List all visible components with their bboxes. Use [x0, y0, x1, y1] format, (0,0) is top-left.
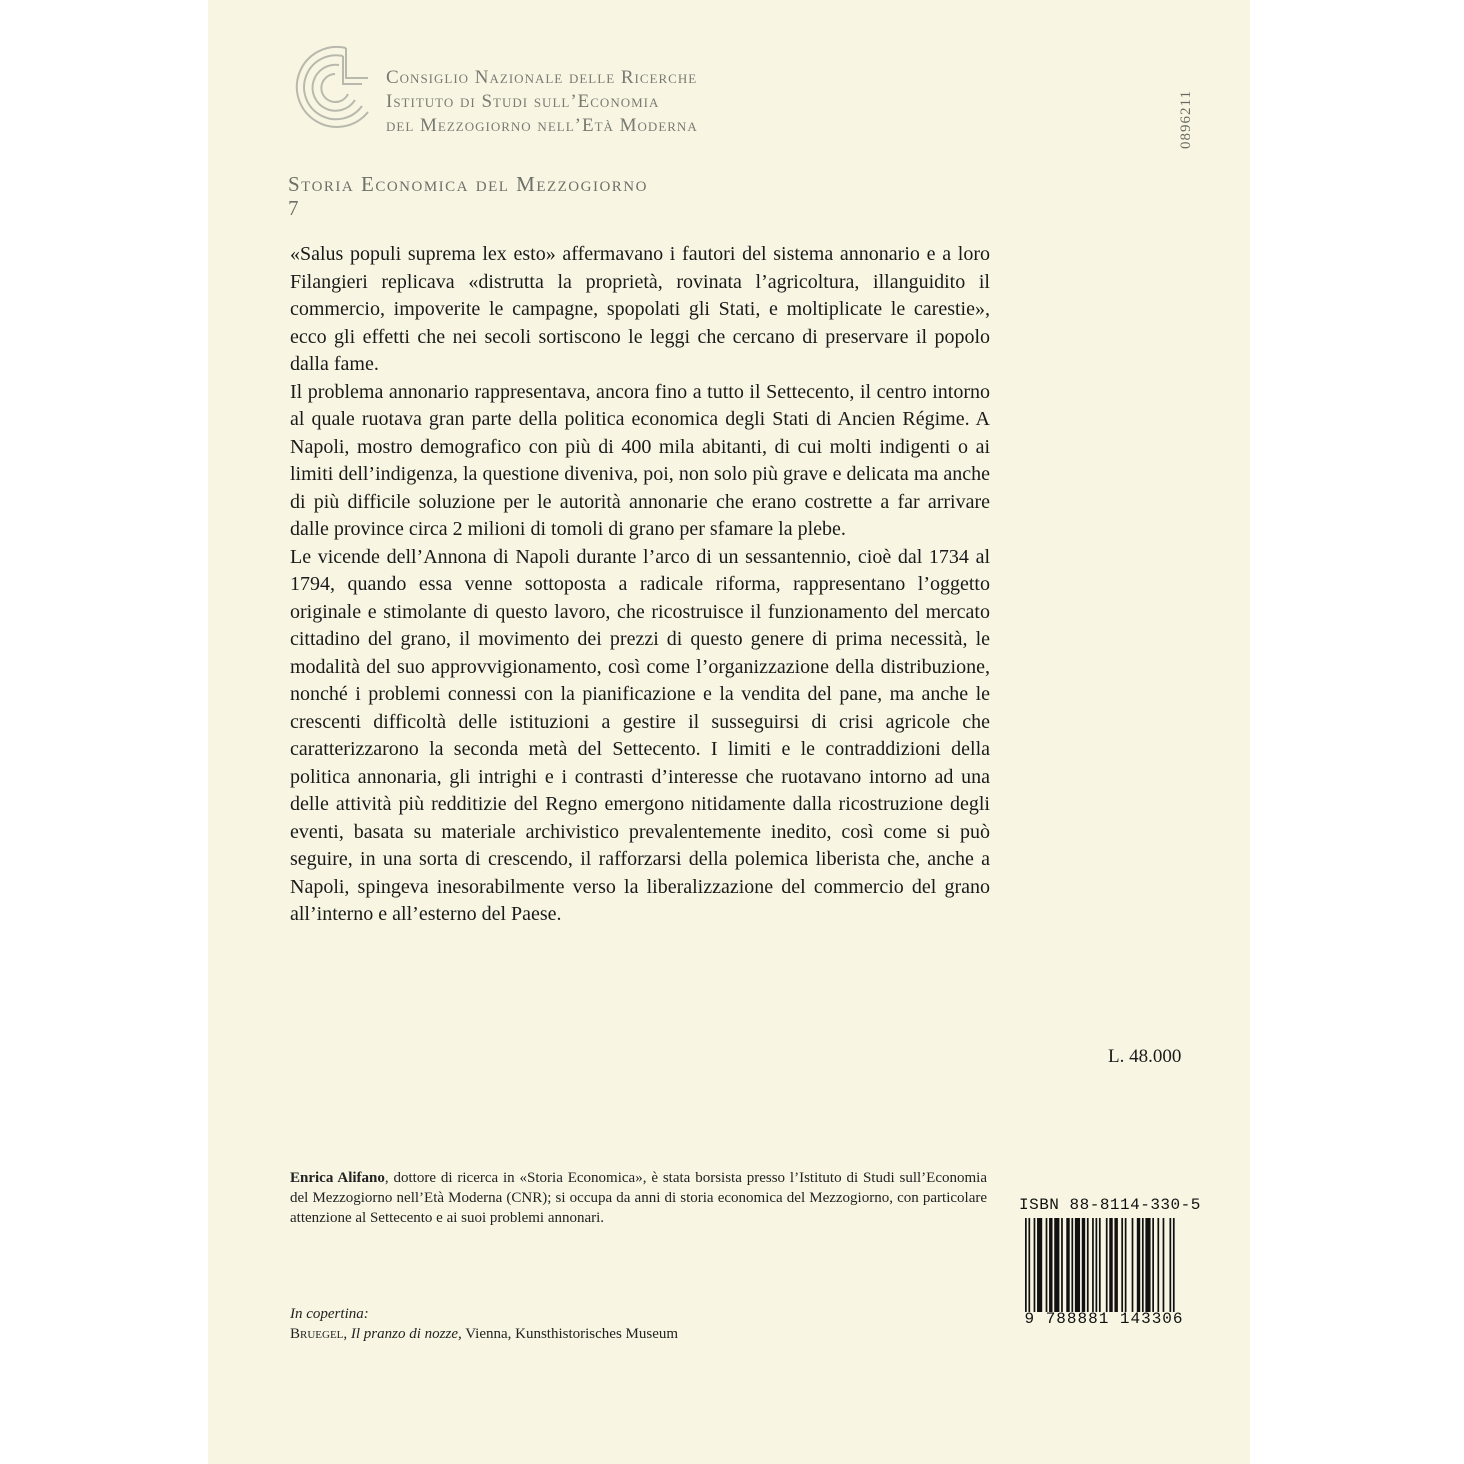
barcode-bar	[1075, 1218, 1080, 1312]
barcode-bar	[1099, 1218, 1101, 1312]
barcode-bar	[1046, 1218, 1048, 1312]
author-bio	[290, 1168, 987, 1228]
institution-line: del Mezzogiorno nell’Età Moderna	[386, 115, 698, 136]
blurb-paragraph: «Salus populi suprema lex esto» affermavano i fautori del sistema annonario e a loro Filangieri replicava «distrutta la proprietà, rovinata l’agricoltura, illanguidito il commercio, impoverite le campagne, spopolati gli Stati, e moltiplicate le carestie», ecco gli effetti che nei secoli sortiscono le leggi che cercano di preservare il popolo dalla fame.	[290, 243, 990, 375]
barcode-bar	[1028, 1218, 1030, 1312]
separator: ,	[343, 1326, 351, 1342]
artwork-location: , Vienna, Kunsthistorisches Museum	[457, 1326, 679, 1342]
blurb-paragraph: Il problema annonario rappresentava, ancora fino a tutto il Settecento, il centro intorno al quale ruotava gran parte della politica economica degli Stati di Ancien Régime. A Napoli, mostro demografico con più di 400 mila abitanti, di cui molti indigenti o ai limiti dell’indigenza, la questione diveniva, poi, non solo più grave e delicata ma anche di più difficile soluzione per le autorità annonarie che erano costrette a far arrivare dalle province circa 2 milioni di tomoli di grano per sfamare la plebe.	[290, 380, 990, 540]
blurb	[290, 241, 990, 929]
barcode-bar	[1109, 1218, 1112, 1312]
author-name: Enrica Alifano	[290, 1170, 385, 1186]
barcode-bar	[1034, 1218, 1036, 1312]
catalog-number	[1171, 70, 1199, 150]
cover-credit	[290, 1304, 678, 1344]
barcode-bar	[1025, 1218, 1027, 1312]
barcode-bar	[1125, 1218, 1127, 1312]
barcode-bar	[1137, 1218, 1140, 1312]
barcode-bar	[1066, 1218, 1069, 1312]
barcode-bar	[1145, 1218, 1150, 1312]
barcode-bar	[1132, 1218, 1134, 1312]
barcode-bar	[1071, 1218, 1073, 1312]
series-number: 7	[288, 196, 300, 220]
barcode-bar	[1049, 1218, 1052, 1312]
barcode-bar	[1157, 1218, 1159, 1312]
isbn-label: ISBN 88-8114-330-5	[1019, 1196, 1201, 1214]
institution-line: Istituto di Studi sull’Economia	[386, 91, 660, 112]
barcode-bar	[1037, 1218, 1042, 1312]
barcode-bar	[1054, 1218, 1059, 1312]
institution-name	[386, 66, 698, 138]
ean-number: 9 788881 143306	[1024, 1310, 1184, 1328]
isbn-block	[1019, 1196, 1201, 1332]
price: L. 48.000	[1108, 1046, 1182, 1067]
blurb-paragraph: Le vicende dell’Annona di Napoli durante l’arco di un sessantennio, cioè dal 1734 al 1794, quando essa venne sottoposta a radicale riforma, rappresentano l’oggetto originale e stimolante di questo lavoro, che ricostruisce il funzionamento del mercato cittadino del grano, il movimento dei prezzi di questo genere di prima necessità, le modalità del suo approvvigionamento, così come l’organizzazione della distribuzione, nonché i problemi connessi con la pianificazione e la vendita del pane, ma anche le crescenti difficoltà delle istituzioni a gestire il susseguirsi di crisi agricole che caratterizzarono la seconda metà del Settecento. I limiti e le contraddizioni della politica annonaria, gli intrighi e i contrasti d’interesse che ruotavano intorno ad una delle attività più redditizie del Regno emergono nitidamente dalla ricostruzione degli eventi, basata su materiale archivistico prevalentemente inedito, così come si può seguire, in una sorta di crescendo, il rafforzarsi della polemica liberista che, anche a Napoli, spingeva inesorabilmente verso la liberalizzazione del commercio del grano all’interno e all’esterno del Paese.	[290, 545, 990, 925]
barcode-bar	[1152, 1218, 1154, 1312]
barcode-bar	[1173, 1218, 1175, 1312]
institution-line: Consiglio Nazionale delle Ricerche	[386, 67, 698, 88]
book-back-cover	[208, 0, 1250, 1464]
catalog-number-text: 0896211	[1178, 90, 1194, 149]
barcode-bar	[1106, 1218, 1108, 1312]
barcode-icon	[1023, 1218, 1187, 1312]
barcode-bar	[1169, 1218, 1171, 1312]
author-bio-text: , dottore di ricerca in «Storia Economica», è stata borsista presso l’Istituto di Studi sull’Economia del Mezzogiorno nell’Età Moderna (CNR); si occupa da anni di storia economica del Mezzogiorno, con particolare attenzione al Settecento e ai suoi problemi annonari.	[290, 1170, 987, 1226]
series-name: Storia Economica del Mezzogiorno	[288, 172, 648, 196]
cover-credit-line	[290, 1324, 678, 1344]
barcode-bar	[1087, 1218, 1089, 1312]
barcode-bar	[1121, 1218, 1123, 1312]
barcode-bar	[1142, 1218, 1144, 1312]
barcode-bar	[1163, 1218, 1165, 1312]
cnr-logo-icon	[286, 38, 376, 138]
barcode-bar	[1114, 1218, 1117, 1312]
barcode-bar	[1061, 1218, 1063, 1312]
cover-credit-label: In copertina:	[290, 1306, 369, 1322]
barcode-bar	[1092, 1218, 1094, 1312]
artist-name: Bruegel	[290, 1326, 344, 1342]
series-title	[288, 172, 648, 220]
artwork-title: Il pranzo di nozze	[350, 1326, 458, 1342]
barcode-bar	[1082, 1218, 1085, 1312]
barcode-bar	[1096, 1218, 1098, 1312]
